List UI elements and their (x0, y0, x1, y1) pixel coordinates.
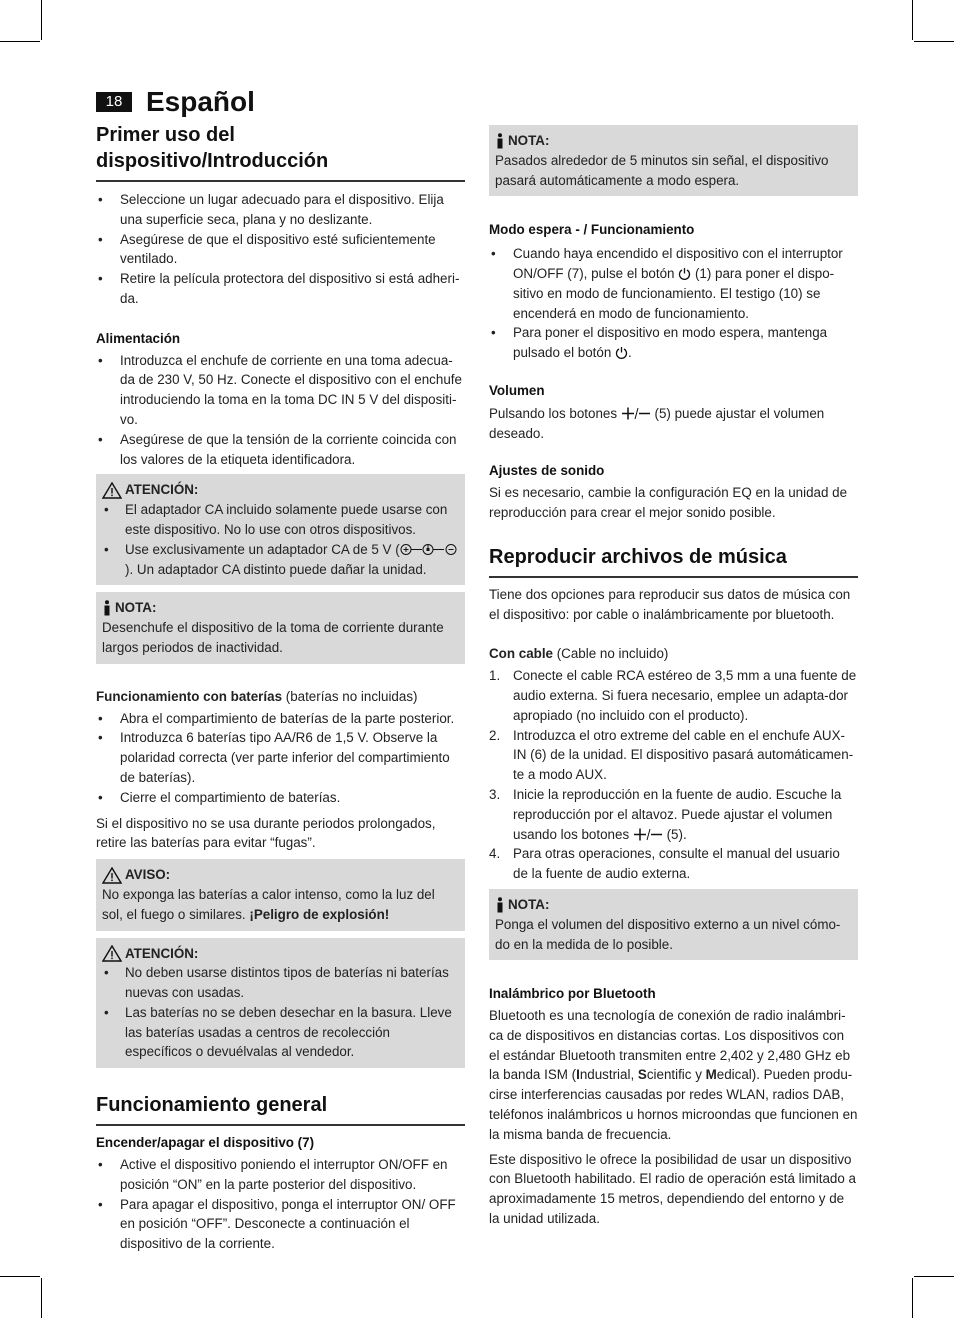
crop-mark (912, 0, 913, 40)
list-item: • No deben usarse distintos tipos de baterías ni baterías nuevas con usadas. (102, 963, 459, 1003)
step-text: Inicie la reproducción en la fuente de audio. Escuche la reproducción por el altavoz. Puede ajustar el volumen usando los botones (513, 786, 842, 842)
attention-list (102, 963, 459, 1062)
attention-label: ATENCIÓN: (125, 945, 199, 961)
list-item (489, 844, 858, 884)
page-number: 18 (96, 92, 132, 112)
note-heading (102, 598, 459, 618)
attention-label: ATENCIÓN: (125, 482, 199, 498)
attention-heading (102, 944, 459, 964)
attention-list (102, 500, 459, 579)
list-item: • El adaptador CA incluido solamente puede usarse con este dispositivo. No lo use con otros dispositivos. (102, 500, 459, 540)
text-fragment: (1) para poner el dispo-sitivo en modo de funcionamiento. El testigo (10) se encenderá en modo de funcionamiento. (513, 265, 835, 321)
list-item (489, 666, 858, 725)
text-fragment: (5) puede ajustar el volumen deseado. (489, 405, 825, 441)
sound-text: Si es necesario, cambie la configuración EQ en la unidad de reproducción para crear el mejor sonido posible. (489, 485, 848, 520)
subsection-title-standby: Modo espera - / Funcionamiento (489, 222, 695, 238)
text-fragment: Bluetooth es una tecnología de conexión de radio inalámbri-ca de dispositivos en distancias cortas. Los dispositivos con el estándar Bluetooth transmiten entre 2,402 y 2,480 GHz eb la banda ISM ( (489, 1008, 851, 1083)
note-label: NOTA: (508, 896, 550, 912)
attention-box (96, 474, 465, 585)
text-fragment: Cuando haya encendido el dispositivo con el interruptor ON/OFF (7), pulse el botón (513, 246, 843, 281)
warning-icon (102, 867, 122, 884)
batteries-title-suffix: (baterías no incluidas) (282, 688, 418, 704)
list-item: • Las baterías no se deben desechar en la basura. Lleve las baterías usadas a centros de recolección específicos o devuélvalas al vendedor. (102, 1003, 459, 1062)
crop-mark (41, 1278, 42, 1318)
note-label: NOTA: (508, 133, 550, 148)
warning-box (96, 859, 465, 930)
bluetooth-paragraph (489, 1006, 858, 1145)
note-label: NOTA: (115, 600, 157, 616)
batteries-list (96, 709, 465, 808)
text-fragment: ). Un adaptador CA distinto puede dañar la unidad. (125, 561, 427, 577)
step-number: 2. (489, 727, 501, 743)
section-title-intro: Primer uso del dispositivo/Introducción (96, 120, 465, 182)
list-item (489, 244, 858, 323)
section-title-general: Funcionamiento general (96, 1090, 465, 1126)
section-title-music: Reproducir archivos de música (489, 542, 858, 578)
text-fragment: . (628, 345, 632, 361)
text-fragment: edical). Pueden produ-cirse interferencias causadas por redes WLAN, radios DAB, teléfonos inalámbricos u hornos microondas que funcionen en la misma banda de frecuencia. (489, 1067, 858, 1142)
subsection-title-bluetooth: Inalámbrico por Bluetooth (489, 986, 656, 1002)
list-item: • Asegúrese de que el dispositivo esté suficientemente ventilado. (96, 230, 465, 270)
info-icon (102, 600, 112, 616)
warning-label: AVISO: (125, 867, 171, 883)
warning-icon (102, 945, 122, 962)
left-column (96, 120, 465, 1254)
text-fragment: Pulsando los botones (489, 405, 621, 421)
list-item (489, 323, 858, 363)
step-text: Conecte el cable RCA estéreo de 3,5 mm a una fuente de audio externa. Si fuera necesario, emplee un adapta-dor apropiado (no incluido con el producto). (513, 668, 857, 723)
text-fragment: No exponga las baterías a calor intenso, como la luz del sol, el fuego o similares. (102, 886, 435, 922)
subsection-title-sound: Ajustes de sonido (489, 463, 605, 479)
text-fragment: ndustrial, (579, 1067, 638, 1083)
text-fragment: Para poner el dispositivo en modo espera, mantenga pulsado el botón (513, 325, 828, 361)
list-item: • Retire la película protectora del dispositivo si está adheri-da. (96, 269, 465, 309)
danger-text: ¡Peligro de explosión! (249, 906, 390, 922)
list-item (489, 785, 858, 844)
intro-list (96, 190, 465, 309)
warning-icon (102, 482, 122, 499)
step-number: 3. (489, 786, 501, 802)
power-icon (615, 346, 628, 359)
list-item: • Para apagar el dispositivo, ponga el interruptor ON/ OFF en posición “OFF”. Desconecte a continuación el dispositivo de la corriente. (96, 1195, 465, 1254)
crop-mark (41, 0, 42, 40)
power-icon (678, 267, 691, 280)
warning-text (102, 885, 459, 925)
subsection-title-volume: Volumen (489, 382, 545, 398)
subsection-title-onoff: Encender/apagar el dispositivo (7) (96, 1135, 315, 1151)
note-text: Pasados alrededor de 5 minutos sin señal, el dispositivo pasará automáticamente a modo espera. (495, 152, 829, 188)
note-box (489, 889, 858, 960)
subsection-title-cable (489, 644, 858, 664)
note-heading (495, 131, 852, 151)
standby-list (489, 244, 858, 363)
step-number: 1. (489, 668, 501, 684)
polarity-icon (400, 543, 458, 556)
text-fragment: (5). (662, 826, 687, 842)
batteries-paragraph: Si el dispositivo no se usa durante periodos prolongados, retire las baterías para evitar “fugas”. (96, 815, 436, 851)
music-intro: Tiene dos opciones para reproducir sus datos de música con el dispositivo: por cable o inalámbricamente por bluetooth. (489, 586, 851, 622)
power-list (96, 351, 465, 470)
volume-plus-minus-icon (621, 407, 651, 420)
cable-title-suffix: (Cable no incluido) (553, 646, 669, 662)
note-box (489, 125, 858, 196)
text-fragment: cientific y (646, 1067, 706, 1083)
crop-mark (914, 41, 954, 42)
note-text: Desenchufe el dispositivo de la toma de corriente durante largos periodos de inactividad. (102, 620, 444, 655)
text-fragment: I (576, 1067, 580, 1083)
subsection-title-batteries (96, 687, 465, 707)
onoff-list (96, 1155, 465, 1254)
page-title: Español (146, 86, 255, 117)
step-number: 4. (489, 846, 501, 862)
text-fragment: M (705, 1067, 717, 1083)
list-item: • Cierre el compartimiento de baterías. (96, 788, 465, 808)
note-box (96, 592, 465, 663)
right-column (489, 125, 858, 1229)
list-item: • Active el dispositivo poniendo el interruptor ON/OFF en posición “ON” en la parte posterior del dispositivo. (96, 1155, 465, 1195)
bluetooth-paragraph: Este dispositivo le ofrece la posibilidad de usar un dispositivo con Bluetooth habilitado. El radio de operación está limitado a aproximadamente 15 metros, dependiendo del entorno y de la unidad utilizada. (489, 1151, 856, 1227)
attention-heading (102, 480, 459, 500)
warning-heading (102, 865, 459, 885)
note-text: Ponga el volumen del dispositivo externo a un nivel cómo-do en la medida de lo posible. (495, 916, 841, 952)
volume-plus-minus-icon (633, 828, 663, 841)
list-item: • Abra el compartimiento de baterías de la parte posterior. (96, 709, 465, 729)
list-item: • Seleccione un lugar adecuado para el dispositivo. Elija una superficie seca, plana y no deslizante. (96, 190, 465, 230)
crop-mark (0, 41, 40, 42)
info-icon (495, 133, 505, 149)
step-text: Para otras operaciones, consulte el manual del usuario de la fuente de audio externa. (513, 846, 840, 882)
subsection-title-power: Alimentación (96, 330, 181, 346)
text-fragment: Use exclusivamente un adaptador CA de 5 V ( (125, 541, 400, 557)
list-item: • Introduzca el enchufe de corriente en una toma adecua-da de 230 V, 50 Hz. Conecte el dispositivo con el enchufe introduciendo la toma en la toma DC IN 5 V del dispositi-vo. (96, 351, 465, 430)
cable-steps (489, 666, 858, 884)
cable-title: Con cable (489, 646, 553, 662)
note-heading (495, 895, 852, 915)
info-icon (495, 897, 505, 913)
step-text: Introduzca el otro extreme del cable en el enchufe AUX-IN (6) de la unidad. El dispositivo pasará automáticamen-te a modo AUX. (513, 727, 854, 783)
volume-text (489, 404, 858, 444)
crop-mark (914, 1276, 954, 1277)
list-item: • Asegúrese de que la tensión de la corriente coincida con los valores de la etiqueta identificadora. (96, 430, 465, 470)
crop-mark (912, 1278, 913, 1318)
list-item: • Introduzca 6 baterías tipo AA/R6 de 1,5 V. Observe la polaridad correcta (ver parte inferior del compartimiento de baterías). (96, 728, 465, 787)
batteries-title: Funcionamiento con baterías (96, 688, 283, 704)
list-item (102, 540, 459, 580)
list-item (489, 726, 858, 785)
text-fragment: S (637, 1067, 647, 1083)
crop-mark (0, 1276, 40, 1277)
attention-box (96, 938, 465, 1069)
